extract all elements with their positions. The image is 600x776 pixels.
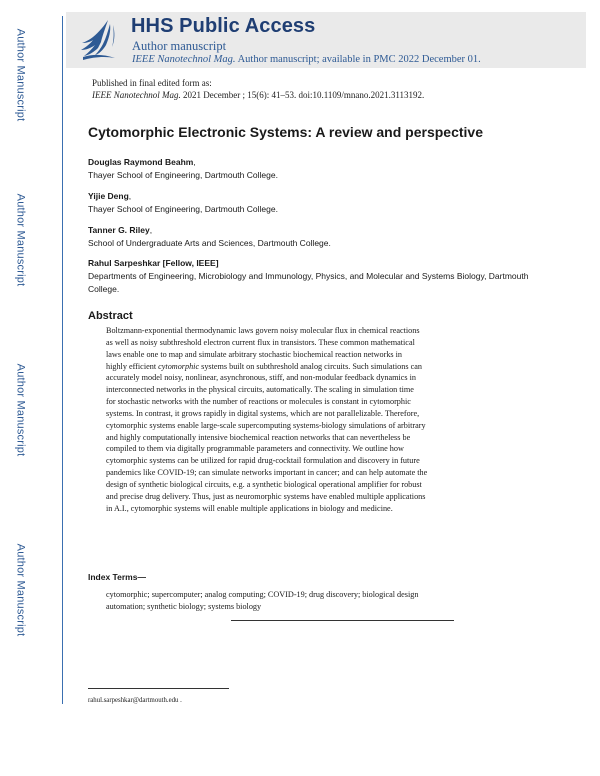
index-divider [231,620,454,621]
index-terms-heading: Index Terms— [88,572,146,582]
author-name: Rahul Sarpeshkar [Fellow, IEEE] [88,258,219,268]
header-availability: IEEE Nanotechnol Mag. Author manuscript; available in PMC 2022 December 01. [132,54,481,65]
header-subtitle: Author manuscript [132,39,227,53]
abstract-text: Boltzmann-exponential thermodynamic laws govern noisy molecular flux in chemical reactions as well as noisy subthreshold electron current flux in transistors. These common mathematical laws enable one to map and simulate arbitrary stochastic biochemical reaction networks in highly efficient cytomorphic systems built on subthreshold analog circuits. Such simulations can accurately model noisy, nonlinear, asynchronous, stiff, and non-modular feedback dynamics in interconnected networks in the physical circuits, automatically. The scaling in simulation time for stochastic networks with the number of reactions or molecules is constant in cytomorphic systems. In contrast, it grows rapidly in digital systems, which are not parallelizable. Therefore, cytomorphic systems enable large-scale supercomputing systems-biology simulations of arbitrary and highly computationally intensive biochemical reaction networks that can nevertheless be compiled to them via digitally programmable parameters and connectivity. We outline how cytomorphic systems can be utilized for rapid drug-cocktail formulation and discovery in future pandemics like COVID-19; can simulate networks important in cancer; and can help automate the design of synthetic biological circuits, e.g. a synthetic biological operational amplifier for robust and precise drug delivery. Thus, just as neuromorphic systems have enabled multiple applications in A.I., cytomorphic systems will enable multiple applications in biology and medicine. [106,326,428,513]
author-name: Yijie Deng, [88,191,132,201]
index-terms: cytomorphic; supercomputer; analog computing; COVID-19; drug discovery; biological design automation; synthetic biology; systems biology [106,590,419,611]
author-affiliation: Departments of Engineering, Microbiology and Immunology, Physics, and Molecular and Systems Biology, Dartmouth College. [88,271,529,294]
header-journal: IEEE Nanotechnol Mag. [132,54,236,65]
publication-citation: IEEE Nanotechnol Mag. 2021 December ; 15(6): 41–53. doi:10.1109/mnano.2021.3113192. [92,90,425,100]
margin-rule [62,16,63,704]
side-label-3: Author Manuscript [14,363,27,457]
hhs-eagle-logo-icon [75,16,123,64]
publication-journal: IEEE Nanotechnol Mag. [92,90,181,100]
side-label-1: Author Manuscript [14,28,27,122]
author-name: Tanner G. Riley, [88,225,153,235]
author-name: Douglas Raymond Beahm, [88,157,196,167]
footnote-divider [88,688,229,689]
footnote-email: rahul.sarpeshkar@dartmouth.edu . [88,697,182,704]
header-title: HHS Public Access [131,15,316,37]
author-affiliation: Thayer School of Engineering, Dartmouth College. [88,204,278,214]
side-label-4: Author Manuscript [14,543,27,637]
side-label-2: Author Manuscript [14,193,27,287]
paper-title: Cytomorphic Electronic Systems: A review and perspective [88,124,483,140]
author-affiliation: Thayer School of Engineering, Dartmouth College. [88,170,278,180]
abstract-emphasis: cytomorphic [158,361,200,371]
hhs-header [66,12,586,68]
author-affiliation: School of Undergraduate Arts and Sciences, Dartmouth College. [88,238,331,248]
abstract-heading: Abstract [88,310,133,322]
published-label: Published in final edited form as: [92,78,212,88]
